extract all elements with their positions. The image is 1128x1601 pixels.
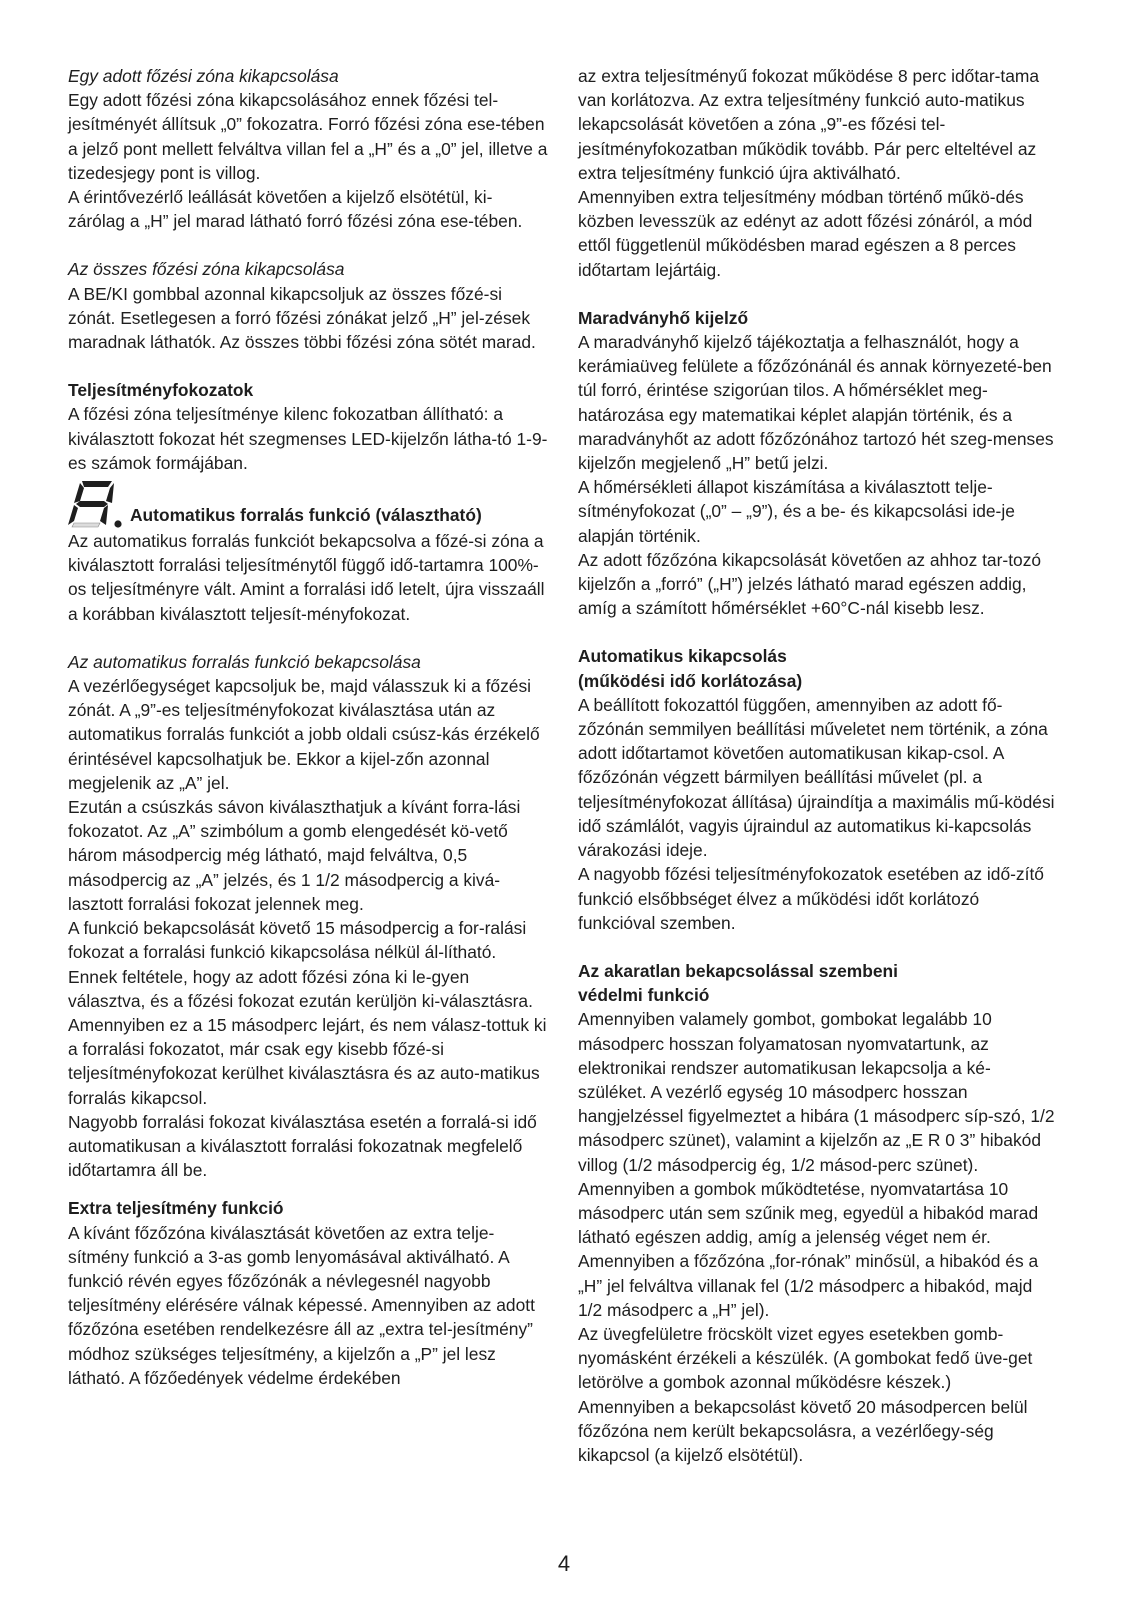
paragraph: A vezérlőegységet kapcsoljuk be, majd válasszuk ki a főzési zónát. A „9”-es teljesítményfokozat kiválasztása után az automatikus forralás funkciót a jobb oldali csúsz-kás érzékelő érintésével kapcsolhatjuk be. Ekkor a kijel-zőn azonnal megjelenik az „A” jel. (68, 676, 540, 793)
page-number: 4 (557, 1551, 571, 1576)
paragraph: A főzési zóna teljesítménye kilenc fokozatban állítható: a kiválasztott fokozat hét szegmenses LED-kijelzőn látha-tó 1-9-es számok formájában. (68, 404, 548, 473)
paragraph: Nagyobb forralási fokozat kiválasztása esetén a forralá-si idő automatikusan a kiválasztott forralási fokozatnak megfelelő időtartamra áll be. (68, 1111, 537, 1181)
paragraph: A beállított fokozattól függően, amennyiben az adott fő-zőzónán semmilyen beállítási műveletet nem történik, a zóna adott időtartamot követően automatikusan kikap-csol. A főzőzónán végzett bármilyen beállítási művelet (pl. a teljesítményfokozat állítása) újraindítja a maximális mű-ködési idő számlálót, vagyis újraindul az automatikus ki-kapcsolás várakozási ideje. (578, 694, 1055, 861)
paragraph: Az automatikus forralás funkciót bekapcsolva a főzé-si zóna a kiválasztott forralási teljesítménytől függő idő-tartamra 100%-os teljesítményre vált. Amint a forralási idő letelt, újra visszaáll a korábban kiválasztott teljesít-ményfokozat. (68, 531, 545, 624)
section-title-all-zones-off: Az összes főzési zóna kikapcsolása (68, 259, 345, 280)
section-title-protection: Az akaratlan bekapcsolással szembeni (578, 960, 898, 981)
paragraph: az extra teljesítményű fokozat működése 8 perc időtar-tama van korlátozva. Az extra teljesítmény funkció auto-matikus lekapcsolását követően a zóna „9”-es főzési tel-jesítményfokozatban működik tovább. Pár perc elteltével az extra teljesítmény funkció újra aktiválható. (578, 66, 1040, 183)
section-title-residual-heat: Maradványhő kijelző (578, 307, 749, 328)
section-title-auto-off: Automatikus kikapcsolás (578, 646, 787, 667)
paragraph: Egy adott főzési zóna kikapcsolásához ennek főzési tel-jesítményét állítsuk „0” fokozatra. Forró főzési zóna ese-tében a jelző pont mellett felváltva villan fel a „H” és a „0” jel, illetve a tizedesjegy pont is villog. (68, 90, 548, 183)
paragraph: Ezután a csúszkás sávon kiválaszthatjuk a kívánt forra-lási fokozatot. Az „A” szimbólum a gomb elengedését kö-vető három másodpercig még látható, majd felváltva, 0,5 másodpercig az „A” jelzés, és 1 1/2 másodpercig a kivá-lasztott forralási fokozat jelennek meg. (68, 797, 521, 914)
paragraph: Az üvegfelületre fröcskölt vizet egyes esetekben gomb-nyomásként érzékeli a készülék. (A gombokat fedő üve-get letörölve a gombok azonnal működésre készek.) (578, 1323, 1033, 1393)
auto-boil-heading-row (68, 479, 548, 529)
paragraph: A maradványhő kijelző tájékoztatja a felhasználót, hogy a kerámiaüveg felülete a főzőzónánál és annak környezeté-ben túl forró, érintése szigorúan tilos. A hőmérséklet meg-határozása egy matematikai képlet alapján történik, és a maradványhőt az adott főzőzónához tartozó hét szeg-menses kijelzőn megjelenő „H” betű jelzi. (578, 332, 1054, 474)
section-title-auto-boil: Automatikus forralás funkció (választható) (130, 504, 482, 525)
section-title-power-levels: Teljesítményfokozatok (68, 380, 254, 401)
paragraph: A érintővezérlő leállását követően a kijelző elsötétül, ki-zárólag a „H” jel marad látható forró főzési zóna ese-tében. (68, 187, 523, 232)
seven-segment-a-icon (68, 479, 126, 529)
section-title-auto-off-sub: (működési idő korlátozása) (578, 670, 803, 691)
paragraph: Amennyiben extra teljesítmény módban történő műkö-dés közben levesszük az edényt az adott főzési zónáról, a mód ettől függetlenül működésben marad egészen a 8 perces időtartam lejártáig. (578, 187, 1033, 280)
section-title-extra-power: Extra teljesítmény funkció (68, 1198, 284, 1219)
paragraph: Az adott főzőzóna kikapcsolását követően az ahhoz tar-tozó kijelzőn a „forró” („H”) jelzés látható marad egészen addig, amíg a számított hőmérséklet +60°C-nál kisebb lesz. (578, 549, 1042, 619)
paragraph: Amennyiben valamely gombot, gombokat legalább 10 másodperc hosszan folyamatosan nyomvatartunk, az elektronikai rendszer automatikusan lekapcsolja a ké-szüléket. A vezérlő egység 10 másodperc hosszan hangjelzéssel figyelmeztet a hibára (1 másodperc síp-szó, 1/2 másodperc szünet), valamint a kijelzőn az „E R 0 3” hibakód villog (1/2 másodpercig ég, 1/2 másod-perc szünet). Amennyiben a gombok működtetése, nyomvatartása 10 másodperc után sem szűnik meg, egyedül a hibakód marad látható egészen addig, amíg a jelenség véget nem ér. Amennyiben a főzőzóna „for-rónak” minősül, a hibakód és a „H” jel felváltva villanak fel (1/2 másodperc a hibakód, majd 1/2 másodperc a „H” jel). (578, 1009, 1055, 1320)
left-column (68, 64, 548, 1390)
paragraph: A BE/KI gombbal azonnal kikapcsoljuk az összes főzé-si zónát. Esetlegesen a forró főzési zónákat jelző „H” jel-zések maradnak láthatók. Az összes többi főzési zóna sötét marad. (68, 283, 536, 353)
paragraph: Amennyiben a bekapcsolást követő 20 másodpercen belül főzőzóna nem került bekapcsolásra, a vezérlőegy-ség kikapcsol (a kijelző elsötétül). (578, 1396, 1028, 1465)
paragraph: A kívánt főzőzóna kiválasztását követően az extra telje-sítmény funkció a 3-as gomb lenyomásával aktiválható. A funkció révén egyes főzőzónák a névlegesnél nagyobb teljesítmény elérésére válnak képessé. Amennyiben az adott főzőzóna esetében rendelkezésre áll az „extra tel-jesítmény” módhoz szükséges teljesítmény, a kijelzőn a „P” jel lesz látható. A főzőedények védelme érdekében (68, 1222, 535, 1388)
section-title-auto-boil-on: Az automatikus forralás funkció bekapcsolása (68, 651, 421, 672)
section-title-protection-sub: védelmi funkció (578, 985, 710, 1006)
paragraph: A funkció bekapcsolását követő 15 másodpercig a for-ralási fokozat a forralási funkció kikapcsolása nélkül ál-lítható. Ennek feltétele, hogy az adott főzési zóna ki le-gyen választva, és a főzési fokozat ezután kerüljön ki-választásra. (68, 918, 533, 1011)
paragraph: A hőmérsékleti állapot kiszámítása a kiválasztott telje-sítményfokozat („0” – „9”), és a be- és kikapcsolási ide-je alapján történik. (578, 477, 1015, 546)
paragraph: A nagyobb főzési teljesítményfokozatok esetében az idő-zítő funkció elsőbbséget élvez a működési időt korlátozó funkcióval szemben. (578, 864, 1044, 933)
paragraph: Amennyiben ez a 15 másodperc lejárt, és nem válasz-tottuk ki a forralási fokozatot, már csak egy kisebb főzé-si teljesítményfokozat kerülhet kiválasztásra és az auto-matikus forralás kikapcsol. (68, 1014, 547, 1108)
section-title-zone-off: Egy adott főzési zóna kikapcsolása (68, 66, 339, 86)
right-column (578, 64, 1058, 1467)
